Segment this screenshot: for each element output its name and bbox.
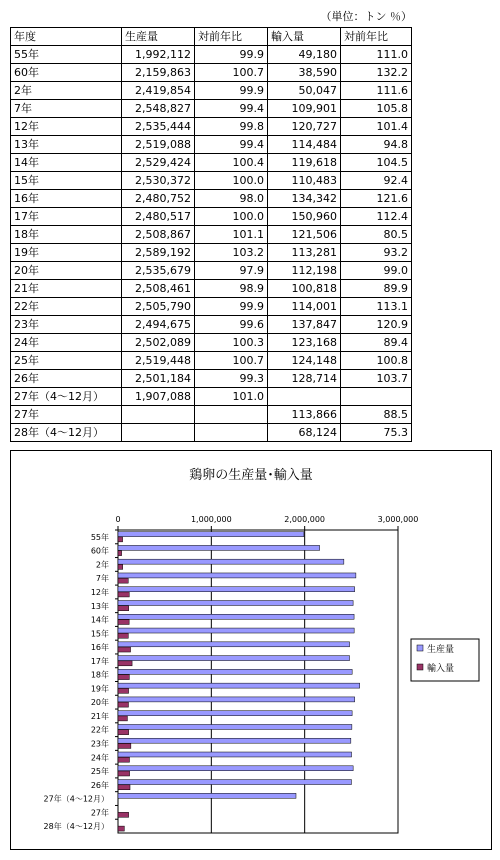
value-cell: 124,148 [268,352,341,370]
value-cell: 2,535,679 [122,262,195,280]
category-label: 26年 [90,780,109,790]
table-row [11,316,412,334]
value-cell [268,388,341,406]
bar-production [118,669,352,674]
header-cell: 輸入量 [268,28,341,46]
value-cell: 100.3 [195,334,268,352]
table-row [11,190,412,208]
value-cell [195,424,268,442]
row-label: 19年 [11,244,122,262]
bar-production [118,628,354,633]
value-cell: 128,714 [268,370,341,388]
category-label: 18年 [90,670,109,680]
value-cell: 105.8 [341,100,412,118]
value-cell: 103.7 [341,370,412,388]
value-cell: 99.4 [195,136,268,154]
value-cell: 101.0 [195,388,268,406]
bar-chart [11,451,491,849]
legend-label: 輸入量 [427,664,455,674]
bar-production [118,711,352,716]
table-row [11,64,412,82]
row-label: 26年 [11,370,122,388]
category-label: 27年 [90,808,109,818]
value-cell: 100.0 [195,208,268,226]
value-cell: 99.8 [195,118,268,136]
row-label: 13年 [11,136,122,154]
row-label: 17年 [11,208,122,226]
value-cell: 113,281 [268,244,341,262]
value-cell: 100.7 [195,352,268,370]
x-tick-label: 1,000,000 [190,515,232,524]
value-cell: 110,483 [268,172,341,190]
value-cell: 2,508,461 [122,280,195,298]
row-label: 2年 [11,82,122,100]
table-row [11,388,412,406]
value-cell: 99.9 [195,298,268,316]
row-label: 25年 [11,352,122,370]
header-cell: 年度 [11,28,122,46]
value-cell: 89.9 [341,280,412,298]
bar-import [118,620,129,625]
category-label: 27年（4～12月） [43,794,109,804]
value-cell: 101.1 [195,226,268,244]
category-label: 14年 [90,615,109,625]
value-cell: 120,727 [268,118,341,136]
row-label: 23年 [11,316,122,334]
bar-production [118,683,360,688]
legend-swatch [417,645,423,651]
table-row [11,370,412,388]
row-label: 14年 [11,154,122,172]
bar-import [118,812,129,817]
bar-import [118,551,122,556]
table-row [11,208,412,226]
value-cell: 114,001 [268,298,341,316]
table-row [11,280,412,298]
category-label: 13年 [90,601,109,611]
header-cell: 対前年比 [195,28,268,46]
category-label: 2年 [95,560,109,570]
bar-production [118,532,304,537]
row-label: 18年 [11,226,122,244]
value-cell: 2,419,854 [122,82,195,100]
x-tick-label: 3,000,000 [377,515,419,524]
bar-import [118,578,128,583]
table-row [11,424,412,442]
value-cell: 2,480,517 [122,208,195,226]
table-row [11,334,412,352]
category-label: 21年 [90,711,109,721]
category-label: 16年 [90,643,109,653]
value-cell: 2,519,448 [122,352,195,370]
row-label: 16年 [11,190,122,208]
category-label: 22年 [90,725,109,735]
value-cell: 93.2 [341,244,412,262]
value-cell: 1,907,088 [122,388,195,406]
value-cell: 113,866 [268,406,341,424]
header-cell: 対前年比 [341,28,412,46]
value-cell [195,406,268,424]
value-cell: 2,535,444 [122,118,195,136]
bar-import [118,757,129,762]
bar-import [118,661,132,666]
table-header-row [11,28,412,46]
value-cell: 68,124 [268,424,341,442]
value-cell: 2,159,863 [122,64,195,82]
value-cell: 111.0 [341,46,412,64]
row-label: 24年 [11,334,122,352]
table-row [11,298,412,316]
table-row [11,118,412,136]
legend-label: 生産量 [427,645,455,655]
value-cell: 121.6 [341,190,412,208]
bar-production [118,738,351,743]
legend-swatch [417,664,423,670]
value-cell: 99.6 [195,316,268,334]
value-cell: 99.3 [195,370,268,388]
value-cell: 2,548,827 [122,100,195,118]
bar-import [118,633,128,638]
value-cell: 94.8 [341,136,412,154]
value-cell: 1,992,112 [122,46,195,64]
row-label: 15年 [11,172,122,190]
value-cell: 111.6 [341,82,412,100]
value-cell: 123,168 [268,334,341,352]
bar-production [118,587,355,592]
value-cell: 109,901 [268,100,341,118]
header-cell: 生産量 [122,28,195,46]
value-cell: 100.0 [195,172,268,190]
value-cell: 2,494,675 [122,316,195,334]
value-cell: 104.5 [341,154,412,172]
value-cell: 100.4 [195,154,268,172]
bar-production [118,573,356,578]
value-cell: 100,818 [268,280,341,298]
value-cell: 103.2 [195,244,268,262]
value-cell: 92.4 [341,172,412,190]
value-cell: 134,342 [268,190,341,208]
category-label: 17年 [90,656,109,666]
value-cell: 89.4 [341,334,412,352]
table-row [11,262,412,280]
value-cell: 2,505,790 [122,298,195,316]
bar-production [118,545,320,550]
bar-production [118,766,353,771]
bar-import [118,826,124,831]
table-row [11,136,412,154]
category-label: 23年 [90,739,109,749]
value-cell: 119,618 [268,154,341,172]
bar-production [118,697,355,702]
table-row [11,100,412,118]
value-cell: 98.0 [195,190,268,208]
value-cell: 2,501,184 [122,370,195,388]
row-label: 20年 [11,262,122,280]
table-row [11,352,412,370]
chart-title: 鶏卵の生産量･輸入量 [189,468,313,483]
table-row [11,46,412,64]
value-cell: 38,590 [268,64,341,82]
value-cell: 88.5 [341,406,412,424]
row-label: 21年 [11,280,122,298]
unit-label: （単位：トン ％） [320,10,412,23]
table-row [11,244,412,262]
x-tick-label: 2,000,000 [284,515,326,524]
chart-panel [10,450,492,850]
value-cell: 50,047 [268,82,341,100]
bar-import [118,537,123,542]
value-cell: 49,180 [268,46,341,64]
value-cell: 80.5 [341,226,412,244]
value-cell: 75.3 [341,424,412,442]
category-label: 55年 [90,532,109,542]
bar-production [118,559,344,564]
x-tick-label: 0 [115,515,121,524]
bar-import [118,743,131,748]
bar-import [118,771,130,776]
bar-production [118,752,352,757]
category-label: 25年 [90,767,109,777]
table-row [11,82,412,100]
value-cell: 121,506 [268,226,341,244]
value-cell: 98.9 [195,280,268,298]
bar-production [118,656,350,661]
bar-import [118,606,129,611]
bar-import [118,564,123,569]
category-label: 28年（4～12月） [43,822,109,832]
value-cell: 132.2 [341,64,412,82]
category-label: 12年 [90,587,109,597]
value-cell: 99.0 [341,262,412,280]
bar-production [118,793,296,798]
bar-import [118,592,129,597]
row-label: 7年 [11,100,122,118]
row-label: 22年 [11,298,122,316]
category-label: 15年 [90,629,109,639]
value-cell: 99.9 [195,82,268,100]
row-label: 55年 [11,46,122,64]
value-cell: 112,198 [268,262,341,280]
value-cell: 100.8 [341,352,412,370]
value-cell: 101.4 [341,118,412,136]
value-cell [122,424,195,442]
value-cell [341,388,412,406]
row-label: 60年 [11,64,122,82]
value-cell: 2,589,192 [122,244,195,262]
row-label: 12年 [11,118,122,136]
row-label: 27年（4～12月） [11,388,122,406]
value-cell: 120.9 [341,316,412,334]
value-cell: 97.9 [195,262,268,280]
value-cell: 2,502,089 [122,334,195,352]
category-label: 7年 [95,574,109,584]
value-cell [122,406,195,424]
bar-production [118,601,353,606]
category-label: 60年 [90,546,109,556]
value-cell: 2,508,867 [122,226,195,244]
bar-import [118,785,130,790]
value-cell: 99.4 [195,100,268,118]
value-cell: 113.1 [341,298,412,316]
value-cell: 2,519,088 [122,136,195,154]
value-cell: 150,960 [268,208,341,226]
row-label: 27年 [11,406,122,424]
table-row [11,154,412,172]
bar-import [118,730,129,735]
data-table [10,27,412,442]
bar-production [118,642,350,647]
value-cell: 114,484 [268,136,341,154]
bar-production [118,780,351,785]
value-cell: 99.9 [195,46,268,64]
bar-production [118,724,352,729]
value-cell: 2,480,752 [122,190,195,208]
bar-production [118,614,354,619]
bar-import [118,688,129,693]
table-row [11,406,412,424]
bar-import [118,647,131,652]
table-row [11,172,412,190]
value-cell: 2,529,424 [122,154,195,172]
bar-import [118,702,128,707]
bar-import [118,716,127,721]
value-cell: 137,847 [268,316,341,334]
table-row [11,226,412,244]
category-label: 19年 [90,684,109,694]
category-label: 20年 [90,698,109,708]
row-label: 28年（4～12月） [11,424,122,442]
bar-import [118,675,129,680]
category-label: 24年 [90,753,109,763]
value-cell: 112.4 [341,208,412,226]
value-cell: 2,530,372 [122,172,195,190]
value-cell: 100.7 [195,64,268,82]
